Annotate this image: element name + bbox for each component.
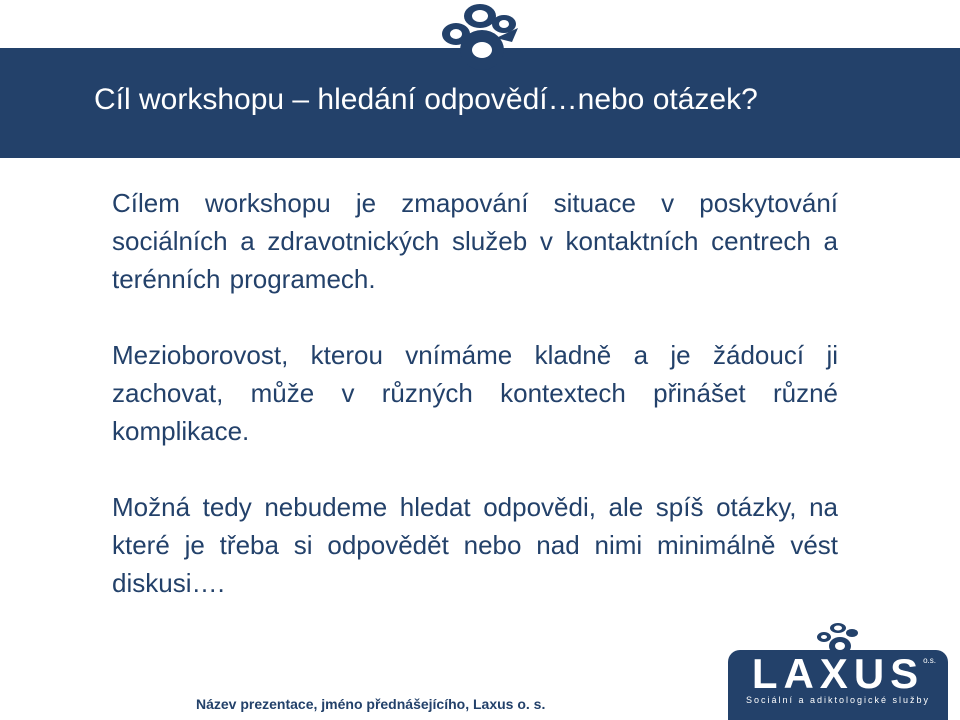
- laxus-logo-name: LAXUS: [751, 650, 925, 697]
- laxus-logo-suffix: o.s.: [923, 656, 936, 665]
- laxus-logo-tagline: Sociální a adiktologické služby: [745, 695, 931, 705]
- laxus-logo: [728, 622, 948, 720]
- paragraph-questions: Možná tedy nebudeme hledat odpovědi, ale spíš otázky, na které je třeba si odpovědět nebo nad nimi minimálně vést diskusi….: [112, 492, 838, 598]
- slide-body: [112, 184, 838, 640]
- paragraph-interdisciplinarity: Mezioborovost, kterou vnímáme kladně a je žádoucí ji zachovat, může v různých kontextech přinášet různé komplikace.: [112, 340, 838, 446]
- slide-title: Cíl workshopu – hledání odpovědí…nebo otázek?: [94, 83, 758, 116]
- slide-footer: Název prezentace, jméno přednášejícího, Laxus o. s.: [196, 696, 546, 712]
- paragraph-goal: Cílem workshopu je zmapování situace v poskytování sociálních a zdravotnických služeb v kontaktních centrech a terénních programech.: [112, 188, 838, 294]
- laxus-dots-icon: [438, 2, 522, 76]
